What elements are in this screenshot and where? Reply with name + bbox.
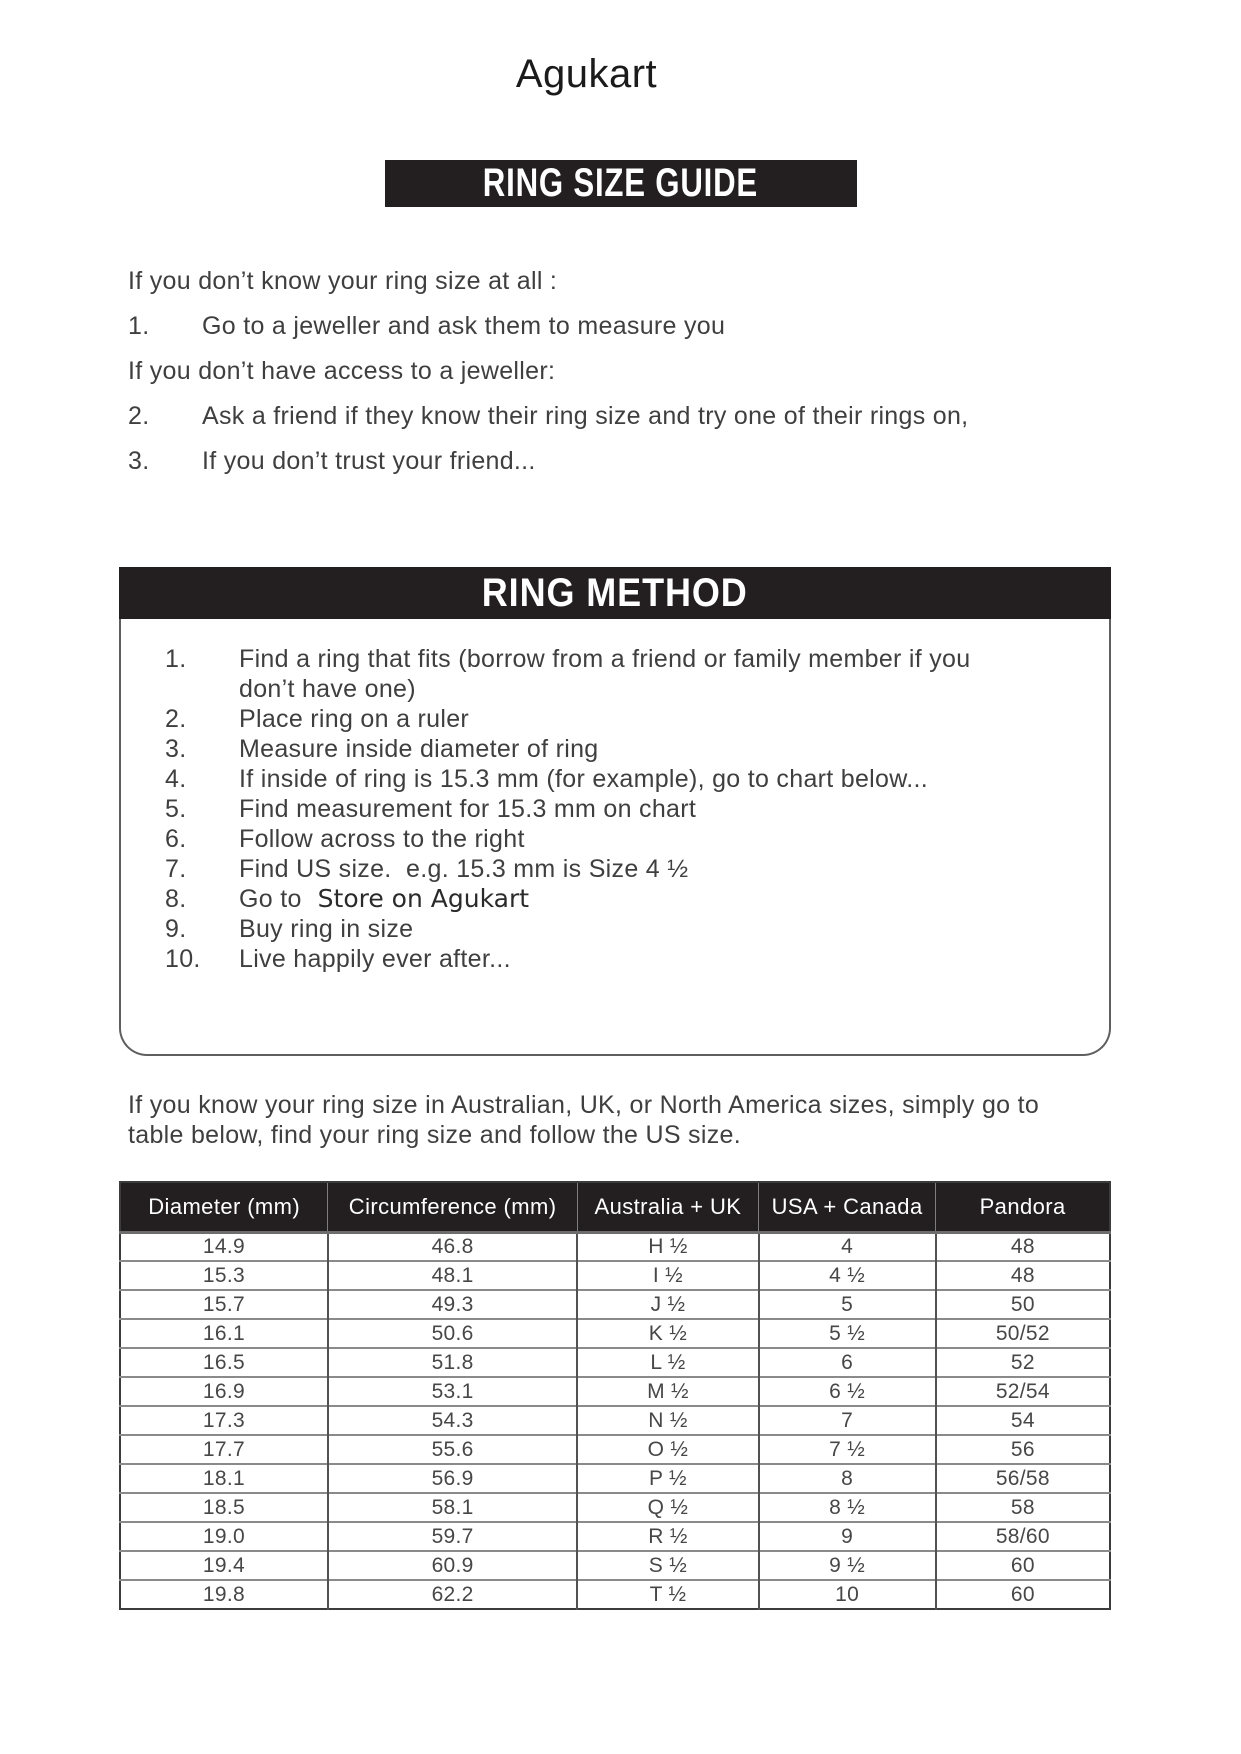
table-cell: 19.8 — [120, 1580, 328, 1609]
table-cell: 48 — [936, 1261, 1110, 1290]
table-cell: N ½ — [577, 1406, 758, 1435]
table-cell: R ½ — [577, 1522, 758, 1551]
table-cell: 14.9 — [120, 1232, 328, 1261]
table-cell: T ½ — [577, 1580, 758, 1609]
table-note-line-2: table below, find your ring size and follow the US size. — [128, 1121, 741, 1149]
table-cell: 54.3 — [328, 1406, 577, 1435]
table-cell: 50/52 — [936, 1319, 1110, 1348]
step-8-prefix: Go to — [239, 885, 302, 913]
step-number: 10. — [165, 945, 201, 973]
table-cell: J ½ — [577, 1290, 758, 1319]
method-step — [165, 794, 1079, 824]
table-cell: 8 — [759, 1464, 936, 1493]
table-cell: 4 — [759, 1232, 936, 1261]
intro-item-1 — [128, 312, 1131, 340]
table-header-row — [120, 1182, 1110, 1232]
ring-size-guide-banner-text: RING SIZE GUIDE — [482, 161, 759, 205]
table-cell: 50 — [936, 1290, 1110, 1319]
step-text: Find a ring that fits (borrow from a friend or family member if you don’t have one) — [239, 645, 971, 703]
table-cell: 5 — [759, 1290, 936, 1319]
step-text: Measure inside diameter of ring — [239, 735, 599, 763]
step-text — [239, 884, 529, 914]
header-pandora: Pandora — [936, 1182, 1110, 1232]
method-step — [165, 914, 1079, 944]
header-diameter: Diameter (mm) — [120, 1182, 328, 1232]
table-cell: 49.3 — [328, 1290, 577, 1319]
header-australia-uk: Australia + UK — [577, 1182, 758, 1232]
header-usa-canada: USA + Canada — [759, 1182, 936, 1232]
table-cell: 58 — [936, 1493, 1110, 1522]
step-text: Place ring on a ruler — [239, 705, 470, 733]
step-text: Find measurement for 15.3 mm on chart — [239, 795, 697, 823]
method-step — [165, 944, 1079, 974]
table-cell: 9 ½ — [759, 1551, 936, 1580]
intro-item-2-number: 2. — [128, 402, 150, 430]
step-number: 2. — [165, 705, 187, 733]
step-text: Buy ring in size — [239, 915, 414, 943]
table-cell: 6 — [759, 1348, 936, 1377]
method-step — [165, 644, 1079, 704]
table-cell: 16.1 — [120, 1319, 328, 1348]
step-number: 4. — [165, 765, 187, 793]
table-row — [120, 1551, 1110, 1580]
step-number: 5. — [165, 795, 187, 823]
table-cell: 9 — [759, 1522, 936, 1551]
table-row — [120, 1435, 1110, 1464]
ring-method-banner — [119, 567, 1111, 619]
table-cell: M ½ — [577, 1377, 758, 1406]
header-circumference: Circumference (mm) — [328, 1182, 577, 1232]
method-steps-list — [165, 644, 1079, 974]
step-number: 6. — [165, 825, 187, 853]
step-number: 8. — [165, 885, 187, 913]
table-cell: 56/58 — [936, 1464, 1110, 1493]
table-cell: 48 — [936, 1232, 1110, 1261]
intro-item-3-text: If you don’t trust your friend... — [202, 447, 536, 475]
table-cell: 18.5 — [120, 1493, 328, 1522]
intro-item-2-text: Ask a friend if they know their ring size and try one of their rings on, — [202, 402, 969, 430]
method-step — [165, 704, 1079, 734]
step-number: 9. — [165, 915, 187, 943]
table-cell: 52 — [936, 1348, 1110, 1377]
intro-item-2 — [128, 402, 1131, 430]
table-row — [120, 1464, 1110, 1493]
table-cell: 5 ½ — [759, 1319, 936, 1348]
table-row — [120, 1377, 1110, 1406]
step-text: Follow across to the right — [239, 825, 525, 853]
table-cell: 15.3 — [120, 1261, 328, 1290]
table-row — [120, 1319, 1110, 1348]
table-row — [120, 1493, 1110, 1522]
table-cell: 7 — [759, 1406, 936, 1435]
step-text: Live happily ever after... — [239, 945, 511, 973]
table-row — [120, 1290, 1110, 1319]
ring-method-banner-text: RING METHOD — [482, 570, 748, 615]
table-cell: 60 — [936, 1551, 1110, 1580]
step-text: Find US size. e.g. 15.3 mm is Size 4 ½ — [239, 855, 689, 883]
ring-size-table — [119, 1181, 1111, 1610]
method-step — [165, 764, 1079, 794]
intro-item-1-text: Go to a jeweller and ask them to measure you — [202, 312, 726, 340]
table-cell: 54 — [936, 1406, 1110, 1435]
table-cell: P ½ — [577, 1464, 758, 1493]
table-cell: 8 ½ — [759, 1493, 936, 1522]
method-step — [165, 854, 1079, 884]
table-cell: 62.2 — [328, 1580, 577, 1609]
table-cell: 58.1 — [328, 1493, 577, 1522]
table-row — [120, 1232, 1110, 1261]
table-cell: 50.6 — [328, 1319, 577, 1348]
intro-paragraph-2: If you don’t have access to a jeweller: — [128, 357, 556, 385]
intro-section — [128, 267, 1131, 475]
table-cell: 53.1 — [328, 1377, 577, 1406]
table-cell: 59.7 — [328, 1522, 577, 1551]
table-cell: 7 ½ — [759, 1435, 936, 1464]
table-row — [120, 1580, 1110, 1609]
ring-method-box — [119, 619, 1111, 1056]
table-note-line-1: If you know your ring size in Australian, UK, or North America sizes, simply go to — [128, 1091, 1040, 1119]
size-table-body — [120, 1232, 1110, 1609]
table-cell: 52/54 — [936, 1377, 1110, 1406]
table-cell: 58/60 — [936, 1522, 1110, 1551]
table-cell: 56.9 — [328, 1464, 577, 1493]
table-cell: K ½ — [577, 1319, 758, 1348]
table-cell: H ½ — [577, 1232, 758, 1261]
table-cell: 17.7 — [120, 1435, 328, 1464]
step-number: 3. — [165, 735, 187, 763]
store-on-agukart-text: Store on Agukart — [317, 884, 530, 913]
intro-item-3-number: 3. — [128, 447, 150, 475]
table-cell: 51.8 — [328, 1348, 577, 1377]
method-step — [165, 824, 1079, 854]
table-cell: L ½ — [577, 1348, 758, 1377]
table-cell: 60.9 — [328, 1551, 577, 1580]
table-row — [120, 1261, 1110, 1290]
ring-size-guide-banner — [385, 160, 857, 207]
table-cell: 16.9 — [120, 1377, 328, 1406]
table-row — [120, 1348, 1110, 1377]
intro-item-3 — [128, 447, 1131, 475]
table-cell: Q ½ — [577, 1493, 758, 1522]
table-cell: 19.0 — [120, 1522, 328, 1551]
intro-item-1-number: 1. — [128, 312, 150, 340]
table-cell: 46.8 — [328, 1232, 577, 1261]
table-cell: 15.7 — [120, 1290, 328, 1319]
table-cell: 56 — [936, 1435, 1110, 1464]
table-cell: 10 — [759, 1580, 936, 1609]
table-cell: 17.3 — [120, 1406, 328, 1435]
table-note — [128, 1090, 1131, 1150]
table-cell: 55.6 — [328, 1435, 577, 1464]
table-cell: 6 ½ — [759, 1377, 936, 1406]
brand-title: Agukart — [515, 52, 658, 96]
table-cell: I ½ — [577, 1261, 758, 1290]
table-row — [120, 1522, 1110, 1551]
step-number: 7. — [165, 855, 187, 883]
step-number: 1. — [165, 645, 187, 673]
table-row — [120, 1406, 1110, 1435]
table-cell: 4 ½ — [759, 1261, 936, 1290]
method-step — [165, 884, 1079, 914]
table-cell: 48.1 — [328, 1261, 577, 1290]
table-cell: 18.1 — [120, 1464, 328, 1493]
table-cell: 19.4 — [120, 1551, 328, 1580]
table-cell: 60 — [936, 1580, 1110, 1609]
table-cell: 16.5 — [120, 1348, 328, 1377]
method-step — [165, 734, 1079, 764]
intro-paragraph-1: If you don’t know your ring size at all : — [128, 267, 558, 295]
table-cell: S ½ — [577, 1551, 758, 1580]
step-text: If inside of ring is 15.3 mm (for example), go to chart below... — [239, 765, 928, 793]
table-cell: O ½ — [577, 1435, 758, 1464]
